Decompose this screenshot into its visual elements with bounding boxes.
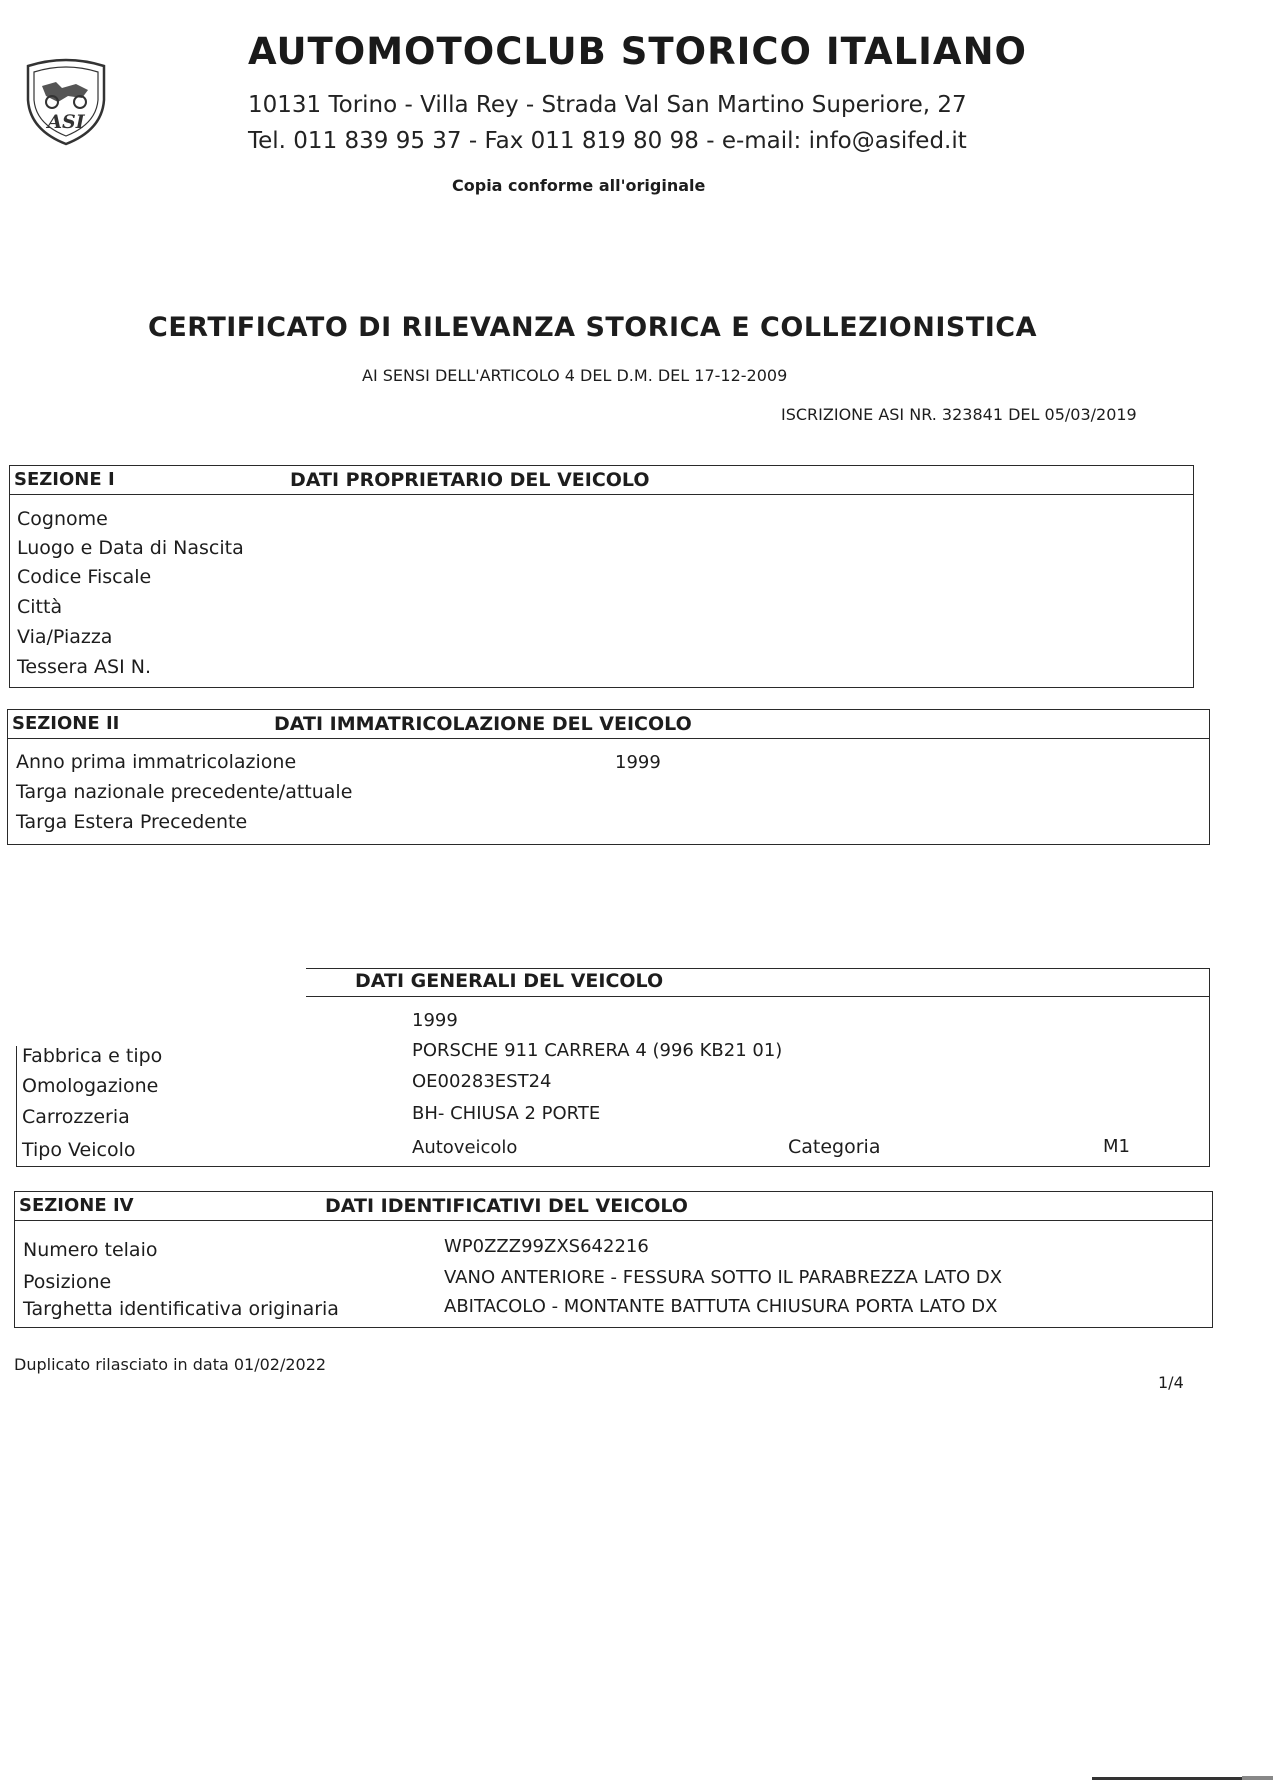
vehicle-type-value: Autoveicolo (412, 1137, 518, 1158)
field-label-surname: Cognome (17, 508, 108, 530)
field-label-id-plate: Targhetta identificativa originaria (23, 1298, 339, 1320)
id-plate-value: ABITACOLO - MONTANTE BATTUTA CHIUSURA PORTA LATO DX (444, 1296, 998, 1317)
field-label-tax-code: Codice Fiscale (17, 566, 152, 588)
field-label-street: Via/Piazza (17, 626, 113, 648)
registration-number: ISCRIZIONE ASI NR. 323841 DEL 05/03/2019 (781, 405, 1137, 424)
svg-text:ASI: ASI (47, 111, 85, 133)
general-data-left-rule (16, 1046, 17, 1167)
field-label-birth: Luogo e Data di Nascita (17, 537, 244, 559)
scan-artifact (1092, 1774, 1273, 1782)
certificate-title: CERTIFICATO DI RILEVANZA STORICA E COLLEZIONISTICA (148, 312, 1038, 343)
section-label: SEZIONE IV (19, 1195, 134, 1216)
general-data-top-rule (306, 968, 1210, 969)
organization-name: AUTOMOTOCLUB STORICO ITALIANO (248, 30, 1027, 73)
section-header (10, 466, 1193, 495)
field-label-homologation: Omologazione (22, 1075, 159, 1097)
homologation-value: OE00283EST24 (412, 1071, 552, 1092)
chassis-number-value: WP0ZZZ99ZXS642216 (444, 1236, 649, 1257)
make-type-value: PORSCHE 911 CARRERA 4 (996 KB21 01) (412, 1040, 783, 1061)
section-owner-data (9, 465, 1194, 688)
field-label-make-type: Fabbrica e tipo (22, 1045, 163, 1067)
section-title: DATI IMMATRICOLAZIONE DEL VEICOLO (274, 713, 692, 735)
general-data-bottom-rule (16, 1166, 1210, 1167)
field-label-chassis-number: Numero telaio (23, 1239, 158, 1261)
general-year-value: 1999 (412, 1010, 458, 1031)
section-label: SEZIONE I (14, 469, 115, 490)
section-title: DATI PROPRIETARIO DEL VEICOLO (290, 469, 650, 491)
position-value: VANO ANTERIORE - FESSURA SOTTO IL PARABREZZA LATO DX (444, 1267, 1003, 1288)
section-identification-data (14, 1191, 1213, 1328)
field-label-position: Posizione (23, 1271, 112, 1293)
field-label-foreign-plate: Targa Estera Precedente (16, 811, 248, 833)
organization-contacts: Tel. 011 839 95 37 - Fax 011 819 80 98 - e-mail: info@asifed.it (248, 128, 967, 154)
asi-logo (18, 52, 114, 148)
field-label-membership-card: Tessera ASI N. (17, 656, 152, 678)
section-header (8, 710, 1209, 739)
general-data-header-rule (306, 996, 1210, 997)
general-data-right-rule (1209, 968, 1210, 1167)
duplicate-issue-date: Duplicato rilasciato in data 01/02/2022 (14, 1355, 327, 1374)
field-label-bodywork: Carrozzeria (22, 1106, 130, 1128)
section-title: DATI IDENTIFICATIVI DEL VEICOLO (325, 1195, 688, 1217)
field-label-city: Città (17, 596, 63, 618)
bodywork-value: BH- CHIUSA 2 PORTE (412, 1103, 601, 1124)
section-title-general: DATI GENERALI DEL VEICOLO (355, 970, 664, 992)
section-label: SEZIONE II (12, 713, 120, 734)
organization-address: 10131 Torino - Villa Rey - Strada Val San Martino Superiore, 27 (248, 92, 967, 118)
field-label-category: Categoria (788, 1136, 881, 1158)
field-label-vehicle-type: Tipo Veicolo (22, 1139, 136, 1161)
category-value: M1 (1103, 1136, 1130, 1157)
page-number: 1/4 (1158, 1373, 1184, 1392)
first-registration-year-value: 1999 (615, 752, 661, 773)
section-header (15, 1192, 1212, 1221)
section-registration-data (7, 709, 1210, 845)
field-label-first-registration-year: Anno prima immatricolazione (16, 751, 297, 773)
certificate-subtitle: AI SENSI DELL'ARTICOLO 4 DEL D.M. DEL 17-12-2009 (362, 366, 788, 385)
copy-note: Copia conforme all'originale (452, 176, 706, 195)
field-label-national-plate: Targa nazionale precedente/attuale (16, 781, 353, 803)
